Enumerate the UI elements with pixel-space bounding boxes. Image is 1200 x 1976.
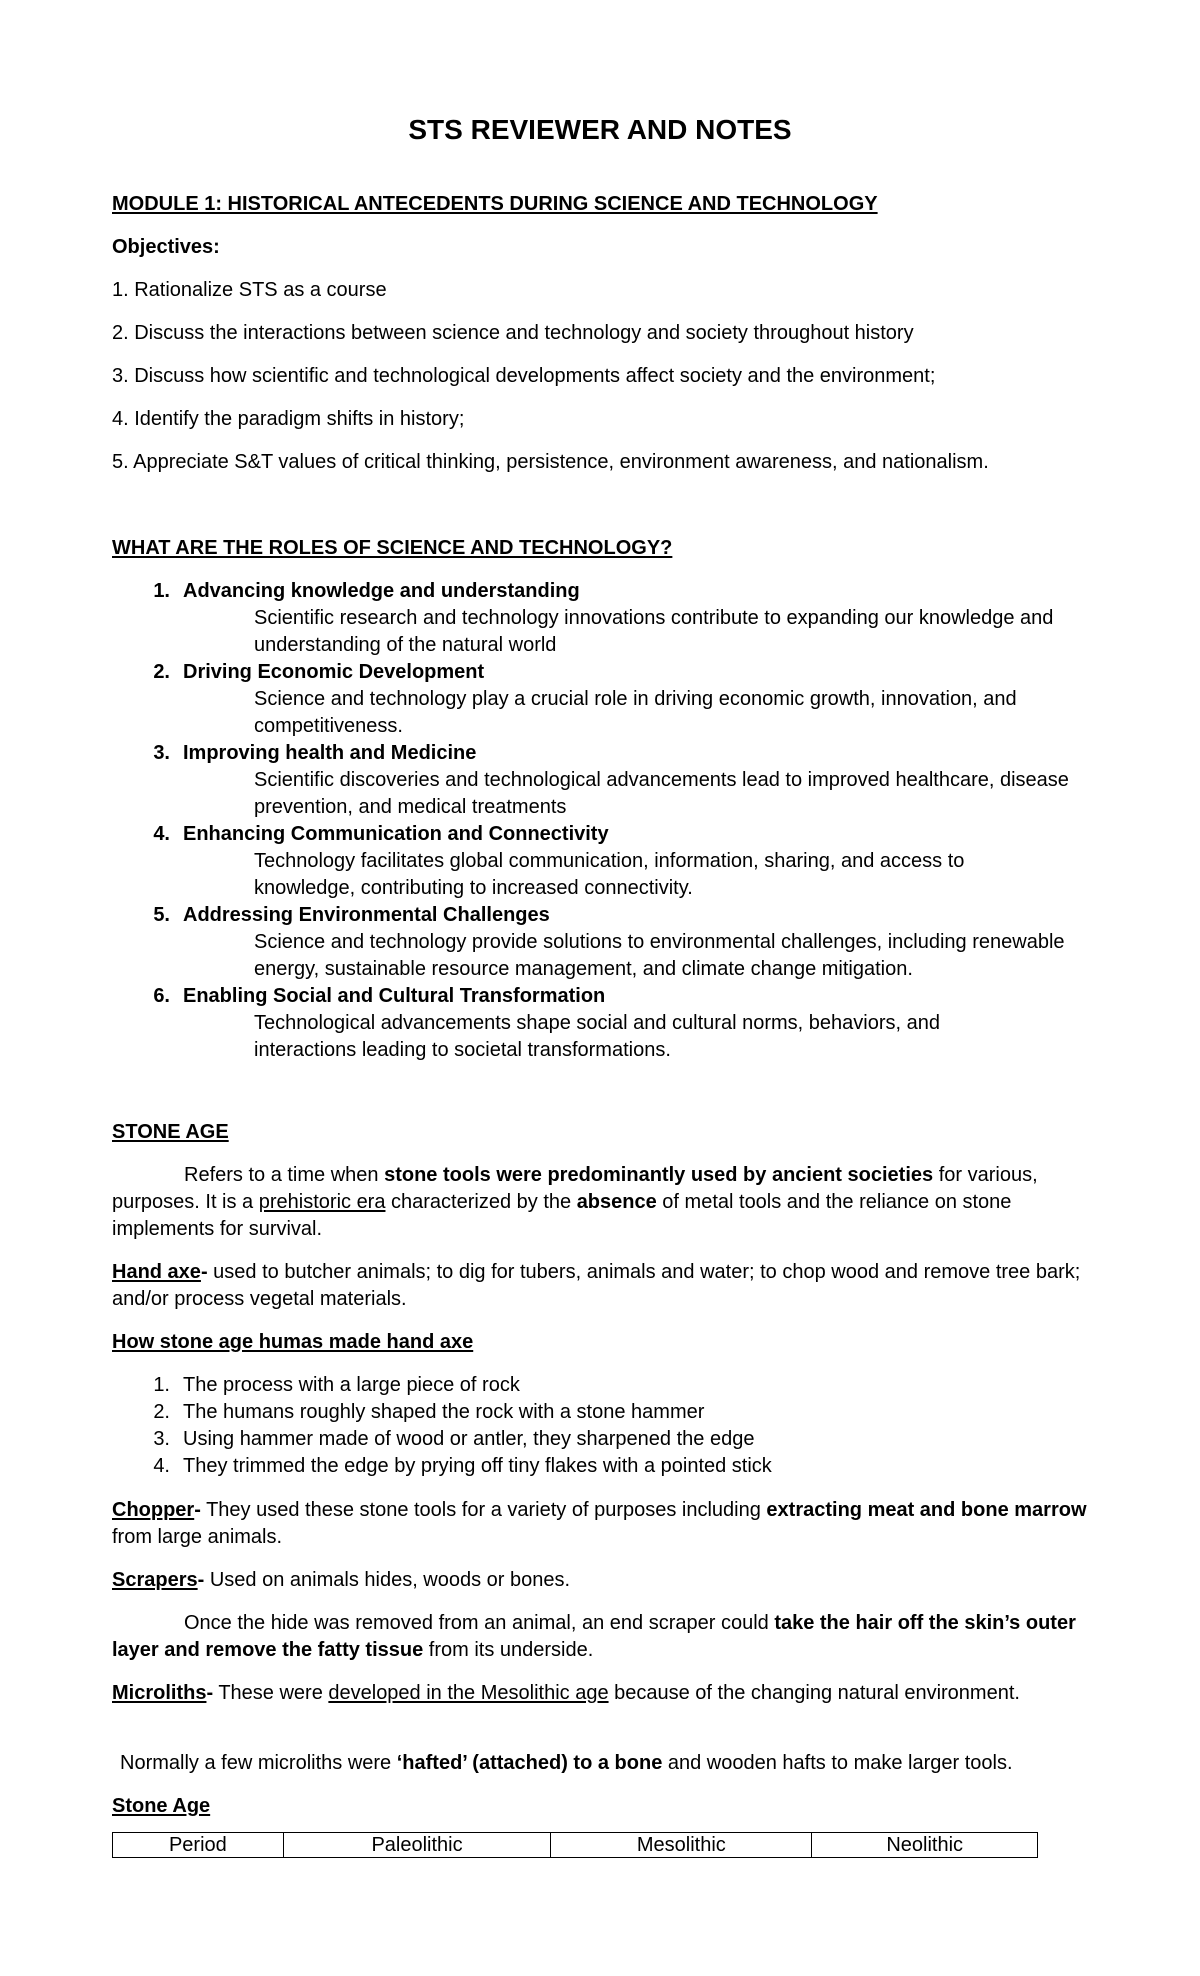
role-number: 1. [153,580,170,602]
role-description: Scientific research and technology innovations contribute to expanding our knowledge and understanding of the natural world [254,607,1054,656]
objective-item: 3. Discuss how scientific and technological developments affect society and the environment; [112,365,936,387]
scrapers-definition: Scrapers- Used on animals hides, woods or bones. [112,1569,571,1591]
role-title: Improving health and Medicine [183,742,477,764]
role-title: Advancing knowledge and understanding [183,580,580,602]
hand-axe-steps-heading: How stone age humas made hand axe [112,1331,474,1353]
hand-axe-definition: Hand axe- used to butcher animals; to dig for tubers, animals and water; to chop wood and remove tree bark; and/or process vegetal materials. [112,1261,1081,1310]
step-number: 4. [153,1455,170,1477]
step-number: 3. [153,1428,170,1450]
microliths-detail: Normally a few microliths were ‘hafted’ (attached) to a bone and wooden hafts to make larger tools. [120,1752,1013,1774]
table-header-cell: Mesolithic [551,1833,812,1858]
step-text: They trimmed the edge by prying off tiny flakes with a pointed stick [183,1455,772,1477]
roles-heading: WHAT ARE THE ROLES OF SCIENCE AND TECHNOLOGY? [112,537,673,559]
module-heading: MODULE 1: HISTORICAL ANTECEDENTS DURING SCIENCE AND TECHNOLOGY [112,193,878,215]
step-number: 1. [153,1374,170,1396]
table-header-row [113,1833,1038,1858]
table-header-cell: Paleolithic [283,1833,551,1858]
role-description: Science and technology provide solutions to environmental challenges, including renewable energy, sustainable resource management, and climate change mitigation. [254,931,1065,980]
stone-age-period-table [112,1832,1038,1858]
microliths-definition: Microliths- These were developed in the Mesolithic age because of the changing natural environment. [112,1682,1020,1704]
role-number: 5. [153,904,170,926]
objective-item: 2. Discuss the interactions between science and technology and society throughout history [112,322,914,344]
objective-item: 5. Appreciate S&T values of critical thinking, persistence, environment awareness, and nationalism. [112,451,989,473]
stone-age-heading: STONE AGE [112,1121,229,1143]
step-text: The humans roughly shaped the rock with a stone hammer [183,1401,705,1423]
role-title: Driving Economic Development [183,661,485,683]
role-number: 4. [153,823,170,845]
role-title: Enhancing Communication and Connectivity [183,823,609,845]
role-description: Scientific discoveries and technological advancements lead to improved healthcare, disease prevention, and medical treatments [254,769,1069,818]
role-number: 3. [153,742,170,764]
objective-item: 4. Identify the paradigm shifts in history; [112,408,465,430]
table-header-cell: Period [113,1833,284,1858]
chopper-definition: Chopper- They used these stone tools for a variety of purposes including extracting meat and bone marrow from large animals. [112,1499,1087,1548]
page-title: STS REVIEWER AND NOTES [408,114,792,145]
role-title: Addressing Environmental Challenges [183,904,550,926]
role-number: 2. [153,661,170,683]
step-number: 2. [153,1401,170,1423]
objectives-label: Objectives: [112,236,220,258]
table-header-cell: Neolithic [812,1833,1038,1858]
stone-age-table-heading: Stone Age [112,1795,211,1817]
scraper-detail: Once the hide was removed from an animal, an end scraper could take the hair off the skin’s outer layer and remove the fatty tissue from its underside. [112,1612,1076,1661]
role-description: Technology facilitates global communication, information, sharing, and access to knowledge, contributing to increased connectivity. [254,850,965,899]
role-description: Science and technology play a crucial role in driving economic growth, innovation, and competitiveness. [254,688,1017,737]
objective-item: 1. Rationalize STS as a course [112,279,387,301]
role-number: 6. [153,985,170,1007]
role-title: Enabling Social and Cultural Transformation [183,985,606,1007]
step-text: The process with a large piece of rock [183,1374,520,1396]
role-description: Technological advancements shape social and cultural norms, behaviors, and interactions leading to societal transformations. [254,1012,940,1061]
stone-age-intro: Refers to a time when stone tools were predominantly used by ancient societies for various, purposes. It is a prehistoric era characterized by the absence of metal tools and the reliance on stone implements for survival. [112,1164,1038,1240]
step-text: Using hammer made of wood or antler, they sharpened the edge [183,1428,755,1450]
